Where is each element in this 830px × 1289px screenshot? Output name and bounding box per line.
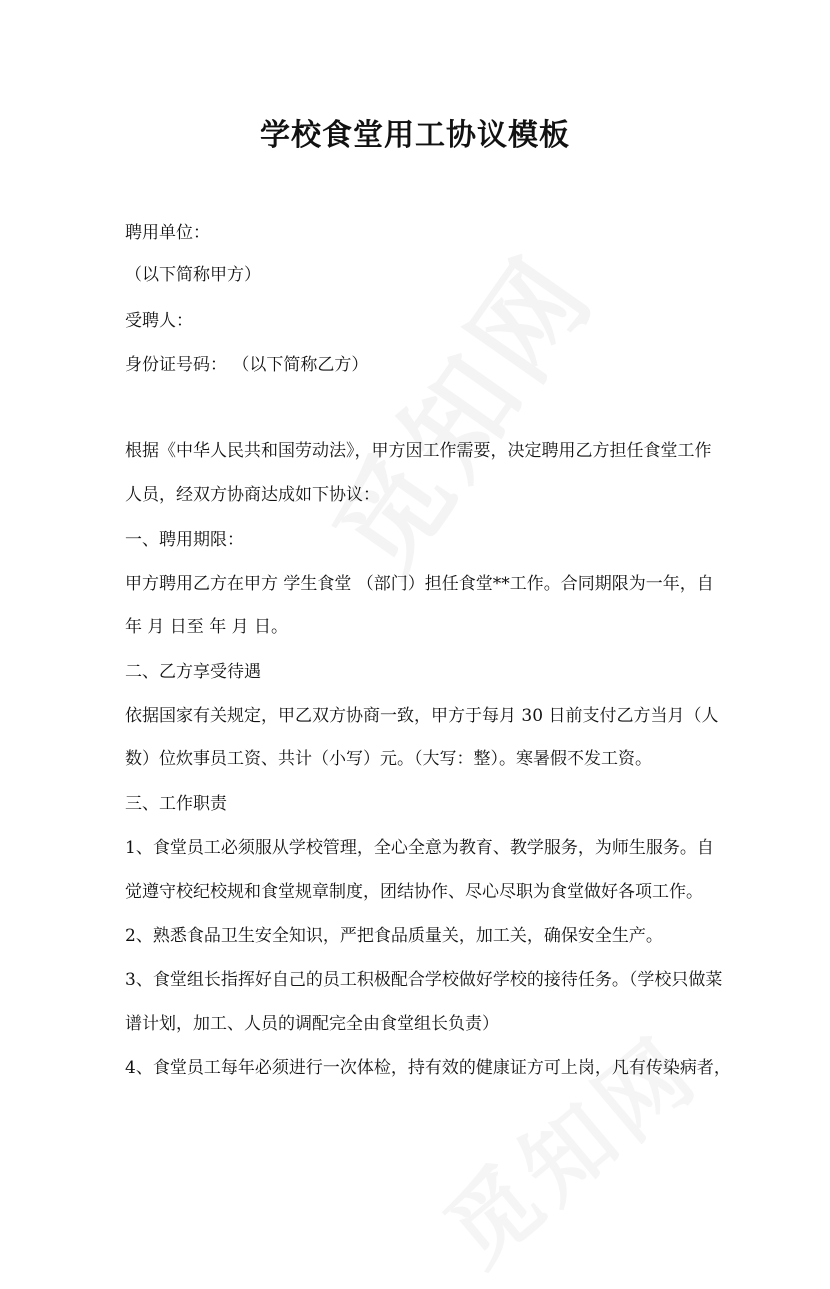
duty-item: 4、食堂员工每年必须进行一次体检，持有效的健康证方可上岗，凡有传染病者， bbox=[125, 1058, 731, 1078]
section-heading: 二、乙方享受待遇 bbox=[125, 662, 261, 682]
id-number-line: 身份证号码： （以下简称乙方） bbox=[125, 355, 369, 375]
section-heading: 一、聘用期限： bbox=[125, 530, 244, 550]
watermark bbox=[291, 219, 623, 600]
paragraph-line: 根据《中华人民共和国劳动法》，甲方因工作需要，决定聘用乙方担任食堂工作 bbox=[125, 441, 712, 461]
duty-item: 1、食堂员工必须服从学校管理，全心全意为教育、教学服务，为师生服务。自 bbox=[125, 838, 714, 858]
employee-line: 受聘人： bbox=[125, 311, 193, 331]
document-title: 学校食堂用工协议模板 bbox=[260, 118, 570, 153]
paragraph-line: 甲方聘用乙方在甲方 学生食堂 （部门）担任食堂**工作。合同期限为一年，自 bbox=[125, 574, 714, 594]
duty-item: 觉遵守校纪校规和食堂规章制度，团结协作、尽心尽职为食堂做好各项工作。 bbox=[125, 882, 703, 902]
paragraph-line: 年 月 日至 年 月 日。 bbox=[125, 617, 289, 637]
watermark-bottom bbox=[413, 1001, 722, 1289]
duty-item: 谱计划，加工、人员的调配完全由食堂组长负责） bbox=[125, 1014, 499, 1034]
party-a-note: （以下简称甲方） bbox=[125, 265, 261, 285]
paragraph-line: 依据国家有关规定，甲乙双方协商一致，甲方于每月 30 日前支付乙方当月（人 bbox=[125, 706, 719, 726]
paragraph-line: 数）位炊事员工资、共计（小写）元。（大写：整）。寒暑假不发工资。 bbox=[125, 749, 652, 769]
section-heading: 三、工作职责 bbox=[125, 794, 227, 814]
paragraph-line: 人员，经双方协商达成如下协议： bbox=[125, 485, 380, 505]
duty-item: 2、熟悉食品卫生安全知识，严把食品质量关，加工关，确保安全生产。 bbox=[125, 926, 663, 946]
duty-item: 3、食堂组长指挥好自己的员工积极配合学校做好学校的接待任务。（学校只做菜 bbox=[125, 970, 723, 990]
employer-line: 聘用单位： bbox=[125, 223, 210, 243]
